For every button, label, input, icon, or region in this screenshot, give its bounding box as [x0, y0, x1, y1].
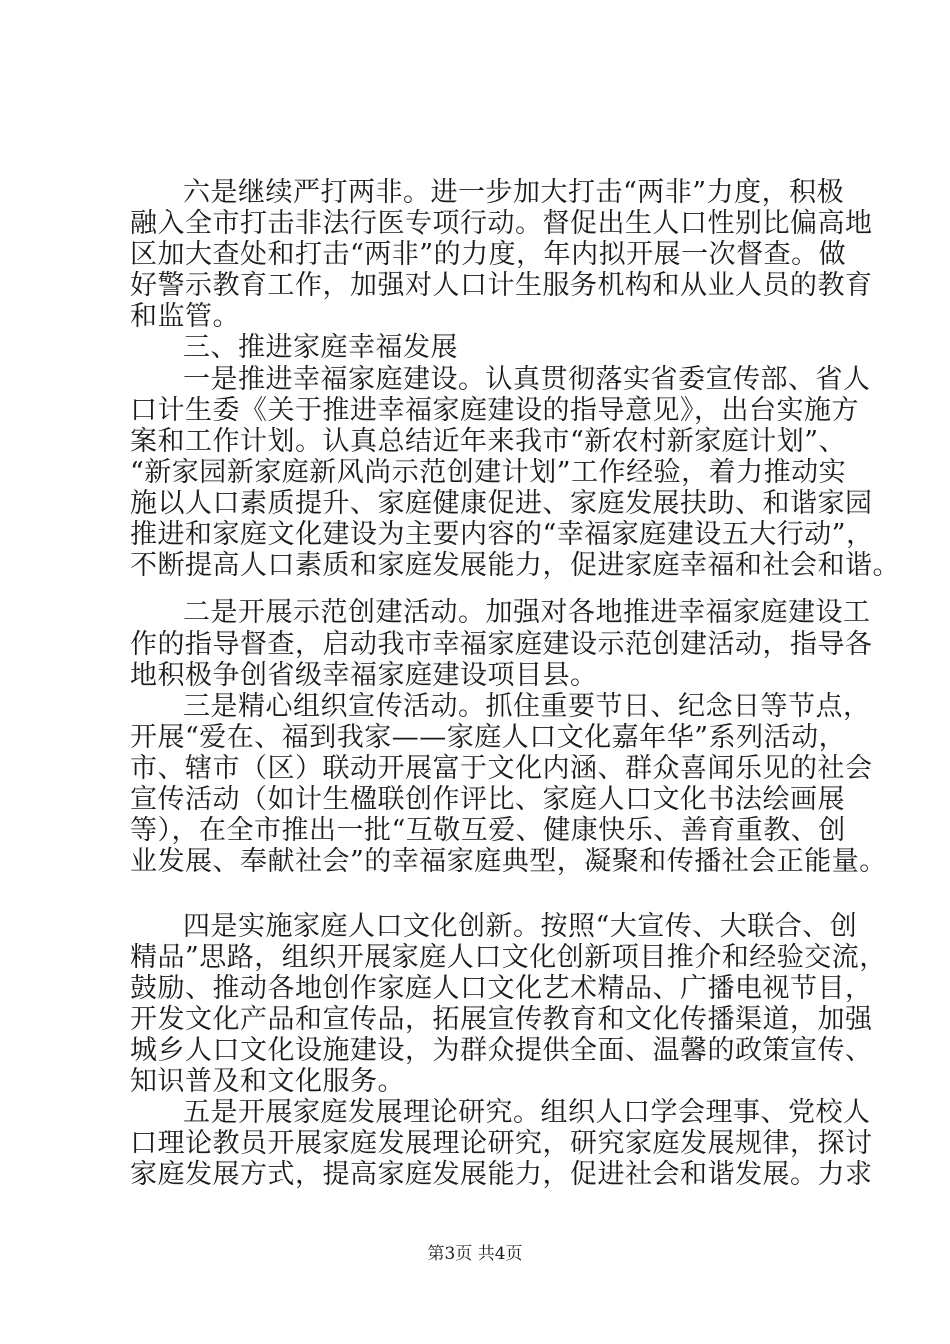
paragraph-line: 一是推进幸福家庭建设。认真贯彻落实省委宣传部、省人: [183, 364, 871, 395]
paragraph-line: 地积极争创省级幸福家庭建设项目县。: [130, 660, 598, 691]
paragraph-line: 四是实施家庭人口文化创新。按照“大宣传、大联合、创: [183, 911, 858, 942]
paragraph-line: 精品”思路，组织开展家庭人口文化创新项目推介和经验交流，: [130, 942, 887, 973]
paragraph-line: 二是开展示范创建活动。加强对各地推进幸福家庭建设工: [183, 597, 871, 628]
paragraph-line: 宣传活动（如计生楹联创作评比、家庭人口文化书法绘画展: [130, 784, 845, 815]
paragraph-line: 五是开展家庭发展理论研究。组织人口学会理事、党校人: [183, 1097, 871, 1128]
paragraph-line: 案和工作计划。认真总结近年来我市“新农村新家庭计划”、: [130, 426, 847, 457]
paragraph-line: 好警示教育工作，加强对人口计生服务机构和从业人员的教育: [130, 270, 873, 301]
paragraph-line: 三是精心组织宣传活动。抓住重要节日、纪念日等节点，: [183, 691, 871, 722]
paragraph-line: 市、辖市（区）联动开展富于文化内涵、群众喜闻乐见的社会: [130, 753, 873, 784]
paragraph-line: 作的指导督查，启动我市幸福家庭建设示范创建活动，指导各: [130, 629, 873, 660]
paragraph-line: 推进和家庭文化建设为主要内容的“幸福家庭建设五大行动”，: [130, 519, 874, 550]
paragraph-line: “新家园新家庭新风尚示范创建计划”工作经验，着力推动实: [130, 457, 847, 488]
paragraph-line: 六是继续严打两非。进一步加大打击“两非”力度，积极: [183, 177, 845, 208]
paragraph-line: 家庭发展方式，提高家庭发展能力，促进社会和谐发展。力求: [130, 1159, 873, 1190]
paragraph-line: 业发展、奉献社会”的幸福家庭典型，凝聚和传播社会正能量。: [130, 846, 887, 877]
paragraph-line: 融入全市打击非法行医专项行动。督促出生人口性别比偏高地: [130, 208, 873, 239]
paragraph-line: 口计生委《关于推进幸福家庭建设的指导意见》，出台实施方: [130, 395, 859, 426]
paragraph-line: 施以人口素质提升、家庭健康促进、家庭发展扶助、和谐家园: [130, 488, 873, 519]
paragraph-line: 开发文化产品和宣传品，拓展宣传教育和文化传播渠道，加强: [130, 1004, 873, 1035]
paragraph-line: 区加大查处和打击“两非”的力度，年内拟开展一次督查。做: [130, 239, 847, 270]
paragraph-line: 开展“爱在、福到我家——家庭人口文化嘉年华”系列活动，: [130, 722, 847, 753]
paragraph-line: 鼓励、推动各地创作家庭人口文化艺术精品、广播电视节目，: [130, 973, 873, 1004]
paragraph-line: 城乡人口文化设施建设，为群众提供全面、温馨的政策宣传、: [130, 1035, 873, 1066]
paragraph-line: 口理论教员开展家庭发展理论研究，研究家庭发展规律，探讨: [130, 1128, 873, 1159]
paragraph-line: 等），在全市推出一批“互敬互爱、健康快乐、善育重教、创: [130, 815, 846, 846]
paragraph-line: 知识普及和文化服务。: [130, 1066, 405, 1097]
paragraph-line: 和监管。: [130, 301, 240, 332]
paragraph-line: 不断提高人口素质和家庭发展能力，促进家庭幸福和社会和谐。: [130, 550, 900, 581]
page-number-footer: 第3页 共4页: [427, 1244, 523, 1264]
section-heading: 三、推进家庭幸福发展: [183, 332, 458, 363]
